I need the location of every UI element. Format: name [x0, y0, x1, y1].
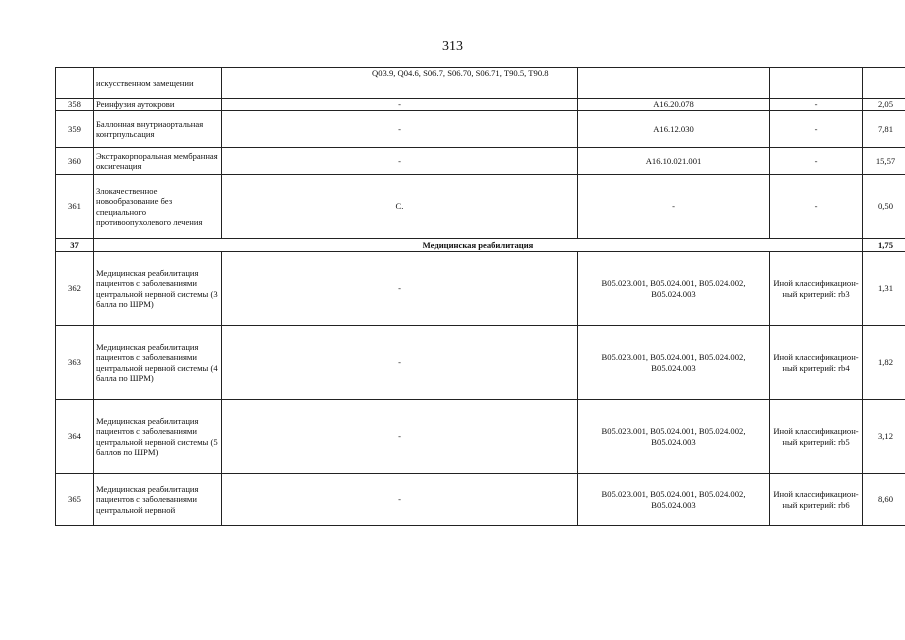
page-number: 313 [442, 39, 463, 54]
row-diagnosis-codes: - [222, 474, 578, 526]
row-service-codes: A16.10.021.001 [578, 148, 770, 175]
row-diagnosis-codes: - [222, 252, 578, 326]
row-service-codes: B05.023.001, B05.024.001, B05.024.002, B05.024.003 [578, 400, 770, 474]
row-coefficient: 3,12 [863, 400, 905, 474]
row-name: Злокачественное новообразование без специального противоопухолевого лечения [94, 175, 222, 239]
table-row [56, 400, 905, 474]
row-diagnosis-codes: - [222, 326, 578, 400]
row-coefficient: 15,57 [863, 148, 905, 175]
table-row [56, 148, 905, 175]
table-row [56, 111, 905, 148]
row-name: Медицинская реабилитация пациентов с заболеваниями центральной нервной системы (4 балла по ШРМ) [94, 326, 222, 400]
row-other-criterion: - [770, 148, 863, 175]
row-name: Баллонная внутриаортальная контрпульсация [94, 111, 222, 148]
row-diagnosis-codes: - [222, 400, 578, 474]
row-coefficient: 8,60 [863, 474, 905, 526]
row-service-codes [578, 68, 770, 99]
row-diagnosis-codes: - [222, 148, 578, 175]
row-other-criterion [770, 68, 863, 99]
row-service-codes: A16.20.078 [578, 99, 770, 111]
row-diagnosis-codes: - [222, 99, 578, 111]
table-row [56, 474, 905, 526]
row-service-codes: B05.023.001, B05.024.001, B05.024.002, B05.024.003 [578, 326, 770, 400]
row-other-criterion: - [770, 175, 863, 239]
row-coefficient [863, 68, 905, 99]
row-coefficient: 1,31 [863, 252, 905, 326]
row-number: 363 [56, 326, 94, 400]
row-other-criterion: - [770, 99, 863, 111]
row-service-codes: B05.023.001, B05.024.001, B05.024.002, B05.024.003 [578, 252, 770, 326]
row-other-criterion: - [770, 111, 863, 148]
section-title: Медицинская реабилитация [94, 239, 863, 252]
row-number [56, 68, 94, 99]
row-name: Экстракорпоральная мембранная оксигенация [94, 148, 222, 175]
row-service-codes: A16.12.030 [578, 111, 770, 148]
row-other-criterion: Иной классификацион-ный критерий: rb6 [770, 474, 863, 526]
row-number: 358 [56, 99, 94, 111]
row-number: 361 [56, 175, 94, 239]
row-coefficient: 7,81 [863, 111, 905, 148]
row-coefficient: 2,05 [863, 99, 905, 111]
row-other-criterion: Иной классификацион-ный критерий: rb4 [770, 326, 863, 400]
table-row [56, 175, 905, 239]
row-name: Медицинская реабилитация пациентов с заболеваниями центральной нервной [94, 474, 222, 526]
row-name: искусственном замещении [94, 68, 222, 99]
table-row [56, 326, 905, 400]
table-row [56, 99, 905, 111]
section-row [56, 239, 905, 252]
row-name: Реинфузия аутокрови [94, 99, 222, 111]
row-service-codes: - [578, 175, 770, 239]
row-diagnosis-codes: Q03.9, Q04.6, S06.7, S06.70, S06.71, T90.5, T90.8 [222, 68, 578, 99]
row-diagnosis-codes: - [222, 111, 578, 148]
section-coefficient: 1,75 [863, 239, 905, 252]
row-other-criterion: Иной классификацион-ный критерий: rb5 [770, 400, 863, 474]
row-other-criterion: Иной классификацион-ный критерий: rb3 [770, 252, 863, 326]
row-name: Медицинская реабилитация пациентов с заболеваниями центральной нервной системы (3 балла по ШРМ) [94, 252, 222, 326]
row-number: 365 [56, 474, 94, 526]
row-number: 364 [56, 400, 94, 474]
row-coefficient: 1,82 [863, 326, 905, 400]
section-number: 37 [56, 239, 94, 252]
row-name: Медицинская реабилитация пациентов с заболеваниями центральной нервной системы (5 баллов по ШРМ) [94, 400, 222, 474]
row-diagnosis-codes: C. [222, 175, 578, 239]
row-number: 360 [56, 148, 94, 175]
table-row [56, 68, 905, 99]
row-service-codes: B05.023.001, B05.024.001, B05.024.002, B05.024.003 [578, 474, 770, 526]
row-number: 359 [56, 111, 94, 148]
table-row [56, 252, 905, 326]
row-coefficient: 0,50 [863, 175, 905, 239]
row-number: 362 [56, 252, 94, 326]
tariff-table [55, 67, 905, 526]
